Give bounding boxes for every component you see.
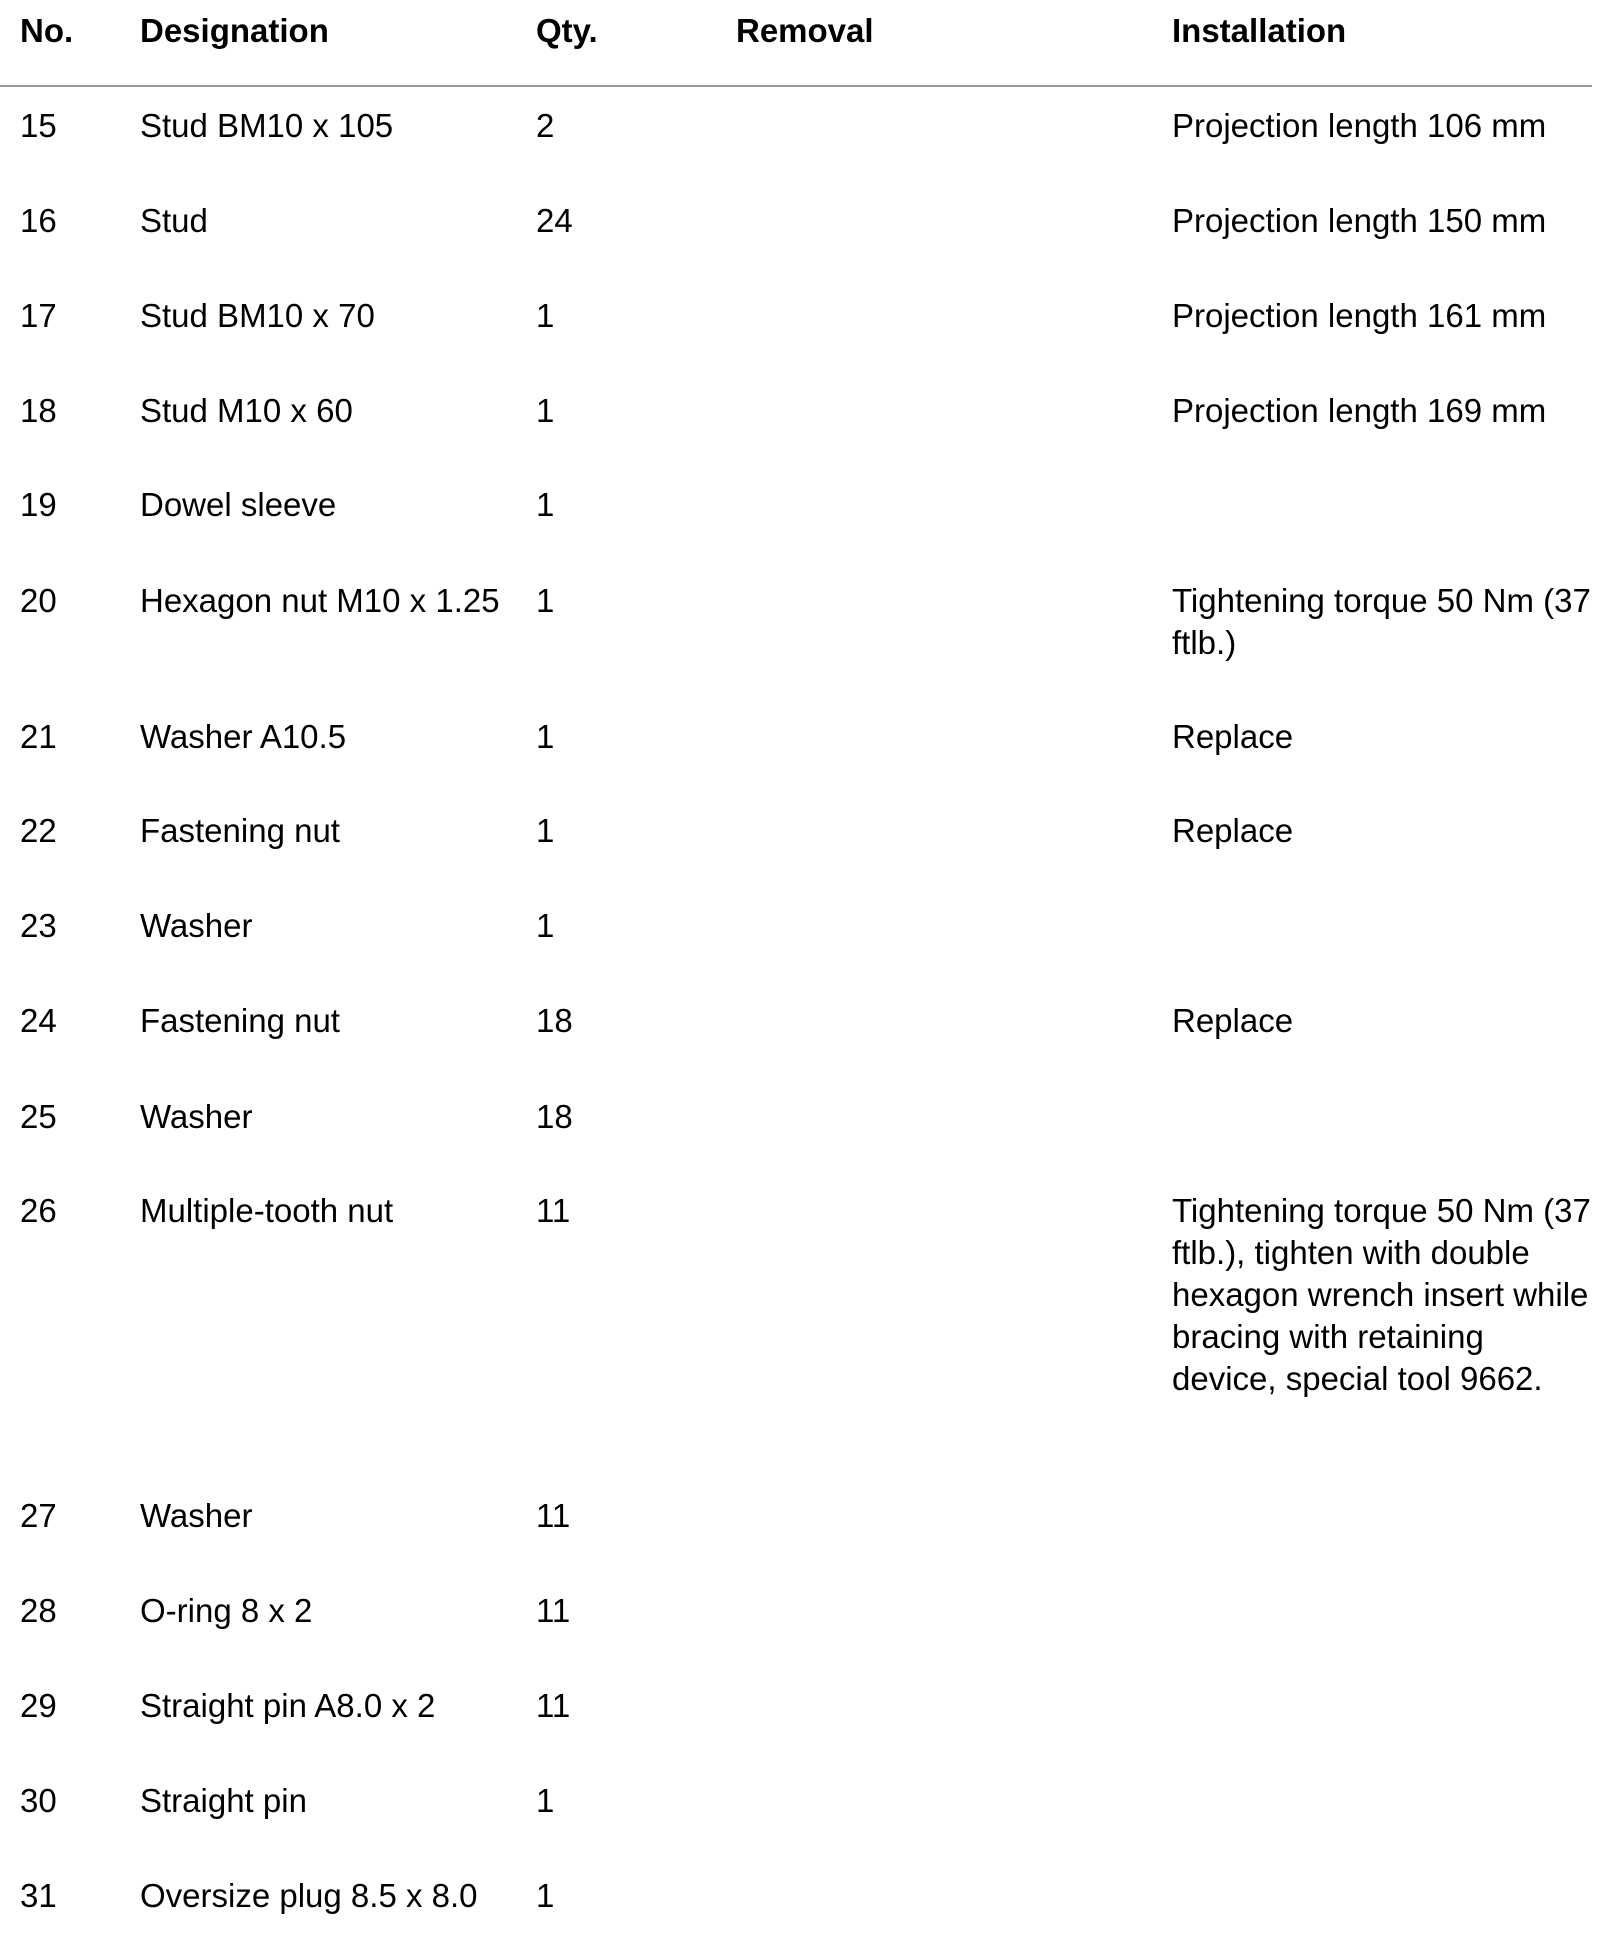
cell-qty: 11 xyxy=(536,1192,571,1229)
cell-designation: Stud BM10 x 70 xyxy=(140,297,375,334)
cell-qty: 1 xyxy=(536,1877,555,1914)
cell-qty: 1 xyxy=(536,582,555,619)
cell-qty: 1 xyxy=(536,718,555,755)
cell-no: 30 xyxy=(20,1782,57,1819)
cell-qty: 2 xyxy=(536,107,555,144)
cell-qty: 18 xyxy=(536,1098,573,1135)
cell-qty: 11 xyxy=(536,1592,571,1629)
cell-installation: Projection length 161 mm xyxy=(1172,297,1547,334)
cell-designation: Fastening nut xyxy=(140,1002,340,1039)
header-qty: Qty. xyxy=(536,12,598,49)
cell-no: 17 xyxy=(20,297,57,334)
cell-installation: Tightening torque 50 Nm (37 ftlb.), tighten with double hexagon wrench insert while bracing with retaining device, special tool 9662. xyxy=(1172,1192,1591,1397)
table-row xyxy=(0,810,1600,905)
cell-designation: Dowel sleeve xyxy=(140,486,337,523)
header-removal: Removal xyxy=(736,12,874,49)
cell-qty: 1 xyxy=(536,907,555,944)
table-row xyxy=(0,1685,1600,1780)
table-row xyxy=(0,390,1600,484)
table-body xyxy=(0,105,1600,1935)
cell-installation: Projection length 169 mm xyxy=(1172,392,1547,429)
cell-no: 23 xyxy=(20,907,57,944)
cell-designation: O-ring 8 x 2 xyxy=(140,1592,313,1629)
cell-no: 18 xyxy=(20,392,57,429)
cell-designation: Multiple-tooth nut xyxy=(140,1192,394,1229)
table-row xyxy=(0,1190,1600,1495)
cell-qty: 18 xyxy=(536,1002,573,1039)
table-row xyxy=(0,200,1600,295)
cell-no: 22 xyxy=(20,812,57,849)
cell-designation: Fastening nut xyxy=(140,812,340,849)
cell-no: 28 xyxy=(20,1592,57,1629)
table-row xyxy=(0,716,1600,810)
cell-no: 25 xyxy=(20,1098,57,1135)
table-row xyxy=(0,295,1600,390)
cell-installation: Tightening torque 50 Nm (37 ftlb.) xyxy=(1172,582,1591,661)
table-row xyxy=(0,1096,1600,1190)
cell-installation: Replace xyxy=(1172,812,1294,849)
cell-designation: Straight pin A8.0 x 2 xyxy=(140,1687,436,1724)
cell-qty: 1 xyxy=(536,812,555,849)
table-row xyxy=(0,105,1600,200)
table-row xyxy=(0,1590,1600,1685)
cell-qty: 1 xyxy=(536,392,555,429)
cell-designation: Washer xyxy=(140,1497,253,1534)
table-row xyxy=(0,1495,1600,1590)
cell-no: 16 xyxy=(20,202,57,239)
header-designation: Designation xyxy=(140,12,329,49)
table-row xyxy=(0,1875,1600,1935)
cell-qty: 11 xyxy=(536,1497,571,1534)
header-divider xyxy=(0,85,1592,87)
cell-no: 21 xyxy=(20,718,57,755)
cell-no: 24 xyxy=(20,1002,57,1039)
table-header xyxy=(0,10,1600,52)
cell-qty: 1 xyxy=(536,297,555,334)
cell-designation: Washer A10.5 xyxy=(140,718,347,755)
cell-qty: 1 xyxy=(536,486,555,523)
table-row xyxy=(0,484,1600,580)
cell-designation: Washer xyxy=(140,907,253,944)
cell-designation: Straight pin xyxy=(140,1782,307,1819)
cell-no: 26 xyxy=(20,1192,57,1229)
cell-designation: Oversize plug 8.5 x 8.0 xyxy=(140,1877,478,1914)
cell-no: 29 xyxy=(20,1687,57,1724)
header-installation: Installation xyxy=(1172,12,1347,49)
cell-no: 27 xyxy=(20,1497,57,1534)
cell-designation: Stud xyxy=(140,202,208,239)
cell-installation: Replace xyxy=(1172,1002,1294,1039)
table-row xyxy=(0,580,1600,716)
cell-designation: Stud BM10 x 105 xyxy=(140,107,394,144)
cell-designation: Washer xyxy=(140,1098,253,1135)
cell-no: 20 xyxy=(20,582,57,619)
cell-designation: Hexagon nut M10 x 1.25 xyxy=(140,582,500,619)
table-row xyxy=(0,1780,1600,1875)
cell-designation: Stud M10 x 60 xyxy=(140,392,353,429)
cell-installation: Projection length 106 mm xyxy=(1172,107,1547,144)
cell-no: 19 xyxy=(20,486,57,523)
header-no: No. xyxy=(20,12,74,49)
cell-no: 15 xyxy=(20,107,57,144)
table-row xyxy=(0,1000,1600,1096)
cell-installation: Replace xyxy=(1172,718,1294,755)
cell-qty: 24 xyxy=(536,202,573,239)
cell-qty: 1 xyxy=(536,1782,555,1819)
table-row xyxy=(0,905,1600,1000)
cell-no: 31 xyxy=(20,1877,57,1914)
cell-installation: Projection length 150 mm xyxy=(1172,202,1547,239)
cell-qty: 11 xyxy=(536,1687,571,1724)
